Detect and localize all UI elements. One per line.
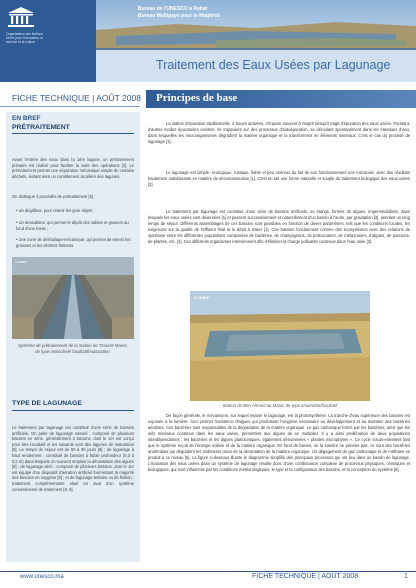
pretraitement-paragraph: Avant l'entrée des eaux dans la 1ère lagune, un prétraitement primaire est réalisé pour faciliter la suite des opérations [2]. Le prétraitement permet une séparation mécanique simple de certains déchets, évitant ainsi un comblement accéléré des lagunes.: [12, 157, 134, 179]
procedes-intro: On distingue 3 procédés de prétraitement [2] :: [12, 194, 96, 199]
document-title: Traitement des Eaux Usées par Lagunage: [156, 58, 391, 72]
fiche-label: FICHE TECHNIQUE | AOÛT 2008: [12, 93, 141, 103]
footer-fiche-label: FICHE TECHNIQUE | AOÛT 2008: [252, 573, 359, 580]
office-name: Bureau de l'UNESCO à Rabat: [138, 6, 208, 12]
main-paragraph-3: Le traitement par lagunage est constitué d'une série de bassins artificiels, ou étangs, formés de digues, imperméabilisés, dans lesquels les eaux usées sont déversées [1] et passent successivement et naturellement d'un bassin à l'autre, par gravitation [3], pendant un long temps de séjour. Différents assemblages de ces bassins sont possibles en fonction de divers paramètres, tels que les conditions locales, les exigences sur la qualité de l'effluent final et le débit à traiter [1]. Ces bassins fonctionnent comme des écosystèmes avec des relations de symbiose entre les différentes populations composées de bactéries, de champignons, de protozoaires, de métazoaires, d'algues, de poissons, de plantes, etc. [4]. Ces différents organismes interviennent afin d'éliminer la charge polluante contenue dans l'eau usée [3].: [148, 209, 410, 244]
pretraitement-photo-caption: Système de prétraitement de la station de Tzourirt-Maroc, de type ombrofrelé facultatif/maturation.: [18, 343, 128, 354]
pretraitement-heading: PRÉTRAITEMENT: [12, 124, 70, 131]
office-subname: Bureau Multipays pour le Maghreb: [138, 13, 220, 19]
station-photo-caption: Station de Ben Ahmed au Maroc de type anaérobie/facultatif: [222, 403, 338, 408]
heading-divider: [12, 133, 134, 134]
type-lagunage-paragraph: Le traitement par lagunage est constitué d'une série de bassins artificiels. On parle de lagunage naturel : composé de plusieurs bassins en série, généralement 3 bassins, dont le 1er est conçu pour être facultatif et les suivants sont des lagunes de maturation [8]. Le temps de séjour est de 60 à 90 jours [8] ; de lagunage à haut rendement : constitué de bassins à faible profondeur (0,3 à 0,5 m) dans lesquels on souvent emploie la décantation des algues [8] ; de lagunage aéré : composé de plusieurs bassins, dont le 1er est équipé d'un dispositif d'aération artificiel fournissant la majorité des besoins en oxygène [8] ; et de lagunage tertiaire ou de finition : traitement complémentaire situé en aval d'un système conventionnel de traitement [8, 9].: [12, 425, 134, 492]
main-paragraph-4: De façon générale, le mécanisme, sur lequel repose le lagunage, est la photosynthèse. La tranche d'eau supérieure des bassins est exposée à la lumière. Ceci permet l'existence d'algues qui produisent l'oxygène nécessaire au développement et au maintien des bactéries aérobies. Ces bactéries sont responsables de la dégradation de la matière organique. Le gaz carbonique formé par les bactéries, ainsi que les sels minéraux contenus dans les eaux usées, permettent aux algues de se multiplier. Il y a ainsi prolifération de deux populations interdépendantes : les bactéries et les algues planctoniques, également dénommées « plantes microphytes ». Ce cycle s'auto-entretient tant que le système reçoit de l'énergie solaire et de la matière organique. En fond de bassin, où la lumière ne pénètre pas, ce sont des bactéries anaérobies qui dégradent les sédiments issus de la décantation de la matière organique. Un dégagement de gaz carbonique et de méthane se produit à ce niveau [5]. La figure ci-dessous illustre le diagramme simplifié des principaux processus qui ont lieu dans un bassin de lagunage. L'épuration des eaux usées dans un système de lagunage résulte donc d'une combinaison complexe de processus physiques, chimiques et biologiques, qui sont influencés par les conditions météorologiques, le type et la configuration des bassins, et la conception du système [6].: [148, 413, 410, 472]
page-header: [0, 0, 416, 82]
brief-label: EN BREF: [12, 115, 41, 122]
footer-divider: [0, 571, 416, 572]
bullet-dessableur: • Un dessableur, qui permet le dépôt des sables et graviers au fond d'une fosse ;: [16, 220, 129, 231]
sidebar-en-bref: [6, 112, 140, 562]
bullet-deshuilage: • Une zone de déshuilage-mécanique, qui permet de retenir les graisses et les déchets flottants.: [16, 237, 131, 248]
section-banner: [146, 90, 416, 108]
header-brand-panel: [0, 0, 96, 82]
unesco-tagline: Organisation des Nations Unies pour l'éducation, la science et la culture: [6, 32, 44, 44]
station-photo: [190, 291, 370, 401]
bullet-degrilleur: • Un dégrilleur, pour retenir les gros objets ;: [16, 208, 95, 213]
main-paragraph-2: Le lagunage est simple, écologique, rustique, fiable et peu onéreux du fait de son fonctionnement non mécanisé, avec des résultats hautement satisfaisants en matière de décontamination [1]. C'est en tait une forme naturelle et souple du traitement biologique des eaux usées [2].: [148, 170, 410, 187]
pretraitement-photo: [12, 257, 134, 339]
main-paragraph-1: La station d'épuration traditionnelle, à boues activées, s'impose souvent à l'esprit lorsqu'il s'agit d'épuration des eaux usées. Pourtant, d'autres modes épuratoires existent. Ils s'appuient sur des processus d'autoépuration, se déroulant spontanément dans les étendues d'eau, dans lesquelles les microorganismes dégradent la matière organique et la transforment en éléments minéraux. C'est le cas du procédé de lagunage [1].: [148, 121, 410, 144]
section-title: Principes de base: [156, 92, 238, 104]
photo-copyright: © ONEP: [194, 295, 210, 300]
footer-website-link[interactable]: www.unesco.ma: [20, 574, 64, 580]
type-lagunage-heading: TYPE DE LAGUNAGE: [12, 400, 82, 407]
page-number: 1: [404, 573, 408, 580]
photo-copyright: © ONEP: [15, 260, 27, 264]
unesco-temple-icon: [6, 6, 36, 28]
heading-divider: [12, 410, 134, 411]
fiche-divider: [0, 106, 140, 107]
